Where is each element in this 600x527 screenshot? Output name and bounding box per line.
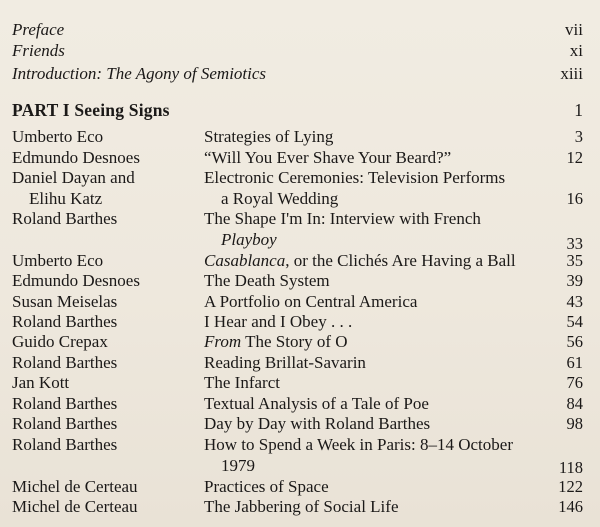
toc-entry bbox=[12, 292, 583, 312]
entry-author: Roland Barthes bbox=[12, 414, 118, 433]
entry-author: Susan Meiselas bbox=[12, 292, 118, 311]
page-number: 98 bbox=[566, 414, 583, 433]
entry-title: Strategies of Lying bbox=[204, 127, 334, 146]
front-matter-row bbox=[12, 41, 583, 61]
entry-author: Edmundo Desnoes bbox=[12, 148, 140, 167]
entry-title-rest: , or the Clichés Are Having a Ball bbox=[285, 251, 516, 270]
page-number: 76 bbox=[566, 373, 583, 392]
toc-entry bbox=[12, 353, 583, 373]
front-matter-title: Introduction: The Agony of Semiotics bbox=[12, 64, 267, 83]
page-number: 54 bbox=[566, 312, 583, 331]
page-number: 122 bbox=[558, 477, 583, 496]
page-number: vii bbox=[565, 20, 583, 39]
entry-title: Reading Brillat-Savarin bbox=[204, 353, 366, 372]
entry-title: The Death System bbox=[204, 271, 330, 290]
entry-title: 1979 bbox=[204, 456, 255, 475]
page-number: 3 bbox=[574, 127, 583, 146]
entry-title: How to Spend a Week in Paris: 8–14 October bbox=[204, 435, 513, 454]
entry-title: a Royal Wedding bbox=[204, 189, 339, 208]
entry-author: Umberto Eco bbox=[12, 127, 104, 146]
entry-author: Umberto Eco bbox=[12, 251, 104, 270]
toc-entry bbox=[12, 394, 583, 414]
front-matter-row bbox=[12, 20, 583, 40]
page-number: 12 bbox=[566, 148, 583, 167]
toc-entry bbox=[12, 209, 583, 229]
entry-title: Electronic Ceremonies: Television Performs bbox=[204, 168, 506, 187]
toc-entry bbox=[12, 477, 583, 497]
entry-author: Edmundo Desnoes bbox=[12, 271, 140, 290]
entry-title: The Infarct bbox=[204, 373, 280, 392]
toc-entry bbox=[12, 414, 583, 434]
front-matter-title: Preface bbox=[12, 20, 65, 39]
entry-title: The Jabbering of Social Life bbox=[204, 497, 399, 516]
entry-author: Elihu Katz bbox=[12, 189, 103, 208]
entry-author: Daniel Dayan and bbox=[12, 168, 135, 187]
toc-entry bbox=[12, 497, 583, 517]
entry-title: The Shape I'm In: Interview with French bbox=[204, 209, 481, 228]
entry-title: Day by Day with Roland Barthes bbox=[204, 414, 431, 433]
entry-author: Roland Barthes bbox=[12, 353, 118, 372]
entry-author: Roland Barthes bbox=[12, 209, 118, 228]
entry-title: Playboy bbox=[204, 230, 277, 249]
page-number: 35 bbox=[566, 251, 583, 270]
toc-entry bbox=[12, 127, 583, 147]
entry-author: Michel de Certeau bbox=[12, 477, 138, 496]
entry-author: Jan Kott bbox=[12, 373, 70, 392]
toc-entry bbox=[12, 251, 583, 271]
page-number: 146 bbox=[558, 497, 583, 516]
page-number: xiii bbox=[560, 64, 583, 83]
entry-author: Guido Crepax bbox=[12, 332, 108, 351]
page-number: 84 bbox=[566, 394, 583, 413]
toc-entry-continued bbox=[12, 189, 583, 209]
entry-title-italic: Casablanca bbox=[204, 251, 286, 270]
toc-entry bbox=[12, 373, 583, 393]
entry-author: Roland Barthes bbox=[12, 394, 118, 413]
toc-entry-continued bbox=[12, 456, 583, 476]
page-number: 1 bbox=[574, 100, 583, 120]
toc-entry bbox=[12, 312, 583, 332]
toc-entry-continued bbox=[12, 230, 583, 253]
entry-title bbox=[204, 251, 516, 271]
entry-title-rest: The Story of O bbox=[241, 332, 348, 351]
entry-title: “Will You Ever Shave Your Beard?” bbox=[204, 148, 452, 167]
entry-title: I Hear and I Obey . . . bbox=[204, 312, 353, 331]
entry-title: A Portfolio on Central America bbox=[204, 292, 418, 311]
part-heading bbox=[12, 100, 583, 120]
entry-author: Roland Barthes bbox=[12, 312, 118, 331]
entry-author: Michel de Certeau bbox=[12, 497, 138, 516]
toc-entry bbox=[12, 435, 583, 455]
page-number: xi bbox=[569, 41, 583, 60]
entry-title: Textual Analysis of a Tale of Poe bbox=[204, 394, 429, 413]
front-matter-title: Friends bbox=[12, 41, 65, 60]
entry-title bbox=[204, 332, 348, 352]
toc-entry bbox=[12, 168, 583, 188]
page-number: 16 bbox=[566, 189, 583, 208]
page-number: 43 bbox=[566, 292, 583, 311]
page-number: 56 bbox=[566, 332, 583, 351]
entry-title: Practices of Space bbox=[204, 477, 329, 496]
page-number: 39 bbox=[566, 271, 583, 290]
page-number: 118 bbox=[558, 458, 583, 477]
part-title: PART I Seeing Signs bbox=[12, 100, 170, 120]
entry-title-italic: From bbox=[204, 332, 242, 351]
front-matter-row bbox=[12, 64, 583, 84]
toc-entry bbox=[12, 271, 583, 291]
page-number: 33 bbox=[566, 234, 583, 253]
toc-entry bbox=[12, 332, 583, 352]
entry-author: Roland Barthes bbox=[12, 435, 118, 454]
page-number: 61 bbox=[566, 353, 583, 372]
toc-entry bbox=[12, 148, 583, 168]
